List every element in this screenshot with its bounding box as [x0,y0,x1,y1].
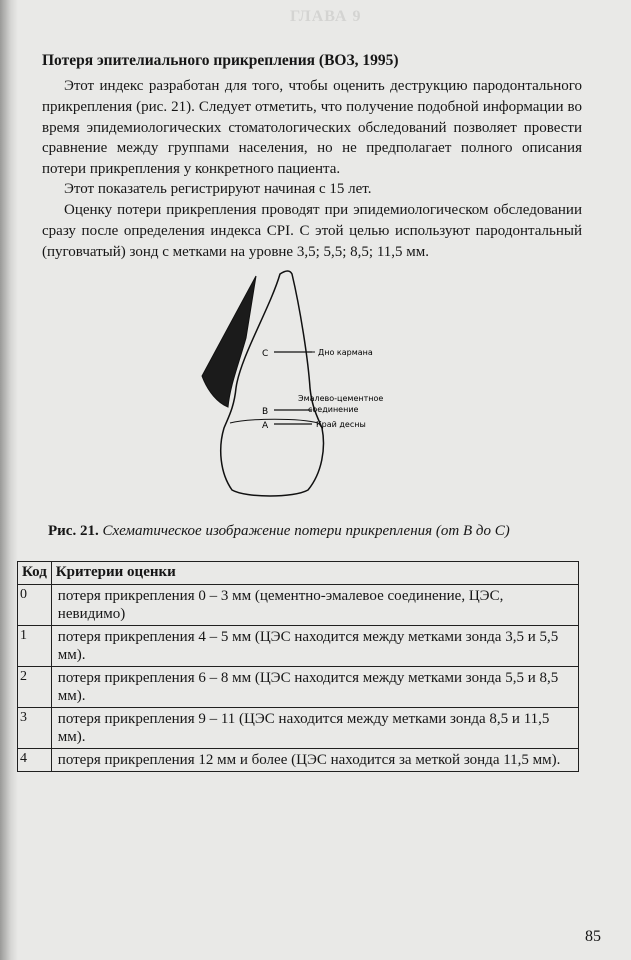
paragraph-3: Оценку потери прикрепления проводят при эпидемиологическом обследовании сразу после определения индекса CPI. С этой целью используют пародонтальный (пуговчатый) зонд с метками на уровне 3,5; 5,5; 8,5; 11,5 мм. [42,202,582,260]
tooth-diagram [190,268,430,504]
table-row [18,749,579,772]
paragraph-1: Этот индекс разработан для того, чтобы оценить деструкцию пародонтального прикрепления (рис. 21). Следует отметить, что получение подобной информации во время эпидемиологических стоматологических обследований позволяет провести сравнение между группами населения, но не предполагает полного описания потери прикрепления у конкретного пациента. [42,78,582,178]
row-text: потеря прикрепления 9 – 11 (ЦЭС находится между метками зонда 8,5 и 11,5 мм). [51,708,578,749]
label-pocket-bottom: Дно кармана [318,348,373,357]
row-text: потеря прикрепления 0 – 3 мм (цементно-эмалевое соединение, ЦЭС, невидимо) [51,585,578,626]
tooth-outline [221,271,324,496]
page-number: 85 [585,928,601,945]
label-b: B [262,407,269,417]
label-cej-1: Эмалево-цементное [298,394,384,403]
table-header-row [18,562,579,585]
row-code: 2 [18,667,52,708]
caption-text: Схематическое изображение потери прикрепления (от B до C) [102,523,510,539]
label-gum-edge: Край десны [316,420,366,429]
gingiva-shape [202,276,256,407]
table-row [18,626,579,667]
row-code: 1 [18,626,52,667]
enamel-line [230,419,318,423]
row-code: 0 [18,585,52,626]
header-code: Код [18,562,52,585]
paragraph-2: Этот показатель регистрируют начиная с 15 лет. [64,181,372,197]
label-cej-2: соединение [308,405,359,414]
header-criteria: Критерии оценки [51,562,578,585]
caption-label: Рис. 21. [48,523,99,539]
row-code: 4 [18,749,52,772]
chapter-header: ГЛАВА 9 [290,8,362,25]
table-row [18,708,579,749]
label-c: C [262,349,269,359]
row-text: потеря прикрепления 4 – 5 мм (ЦЭС находится между метками зонда 3,5 и 5,5 мм). [51,626,578,667]
row-text: потеря прикрепления 6 – 8 мм (ЦЭС находится между метками зонда 5,5 и 8,5 мм). [51,667,578,708]
figure-caption [48,523,588,540]
row-code: 3 [18,708,52,749]
label-a: A [262,421,269,431]
table-row [18,585,579,626]
section-title: Потеря эпителиального прикрепления (ВОЗ, 1995) [42,52,399,69]
criteria-table [17,561,579,772]
table-row [18,667,579,708]
row-text: потеря прикрепления 12 мм и более (ЦЭС находится за меткой зонда 11,5 мм). [51,749,578,772]
